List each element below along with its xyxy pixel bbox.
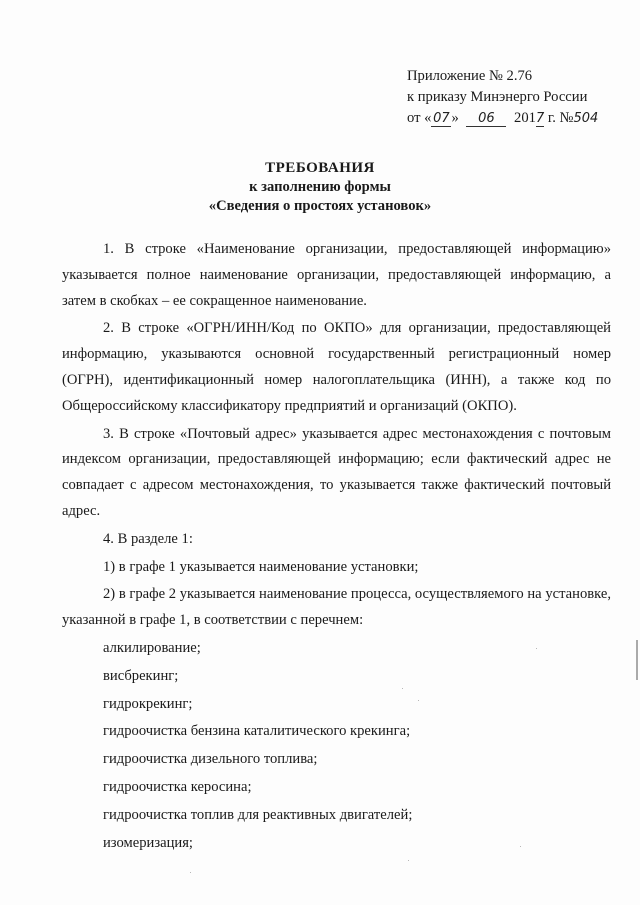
document-body: [62, 237, 611, 856]
year-suffix: г. №: [544, 110, 574, 126]
scan-speck: [190, 872, 191, 873]
list-item: гидрокрекинг;: [103, 695, 193, 712]
paragraph-4: 4. В разделе 1:: [103, 530, 193, 547]
list-item: алкилирование;: [103, 639, 201, 656]
title-form-name: «Сведения о простоях установок»: [208, 198, 432, 214]
year-prefix: 201: [514, 110, 536, 126]
handwritten-day: 07: [433, 111, 450, 126]
scan-speck: [418, 700, 419, 701]
scan-speck: [520, 846, 521, 847]
list-item: гидроочистка топлив для реактивных двигателей;: [103, 806, 413, 823]
appendix-header: [407, 66, 609, 129]
process-list: [62, 636, 611, 856]
appendix-number: Приложение № 2.76: [407, 68, 533, 84]
scan-speck: [408, 860, 409, 861]
paragraph-6: 2) в графе 2 указывается наименование процесса, осуществляемого на установке, указанной в графе 1, в соответствии с перечнем:: [62, 586, 611, 629]
handwritten-order-number: 504: [573, 111, 599, 126]
document-title: [0, 159, 640, 216]
paragraph-5: 1) в графе 1 указывается наименование установки;: [103, 558, 419, 575]
scan-edge-mark: [636, 640, 638, 680]
paragraph-3: 3. В строке «Почтовый адрес» указывается адрес местонахождения с почтовым индексом организации, предоставляющей информацию; если фактический адрес не совпадает с адресом местонахождения, то указывается также фактический почтовый адрес.: [62, 425, 611, 519]
scan-speck: [536, 648, 537, 649]
date-quote-close: »: [451, 110, 459, 126]
list-item: гидроочистка дизельного топлива;: [103, 751, 318, 768]
order-date-line: [407, 108, 609, 129]
title-subtitle: к заполнению формы: [249, 179, 391, 195]
list-item: гидроочистка керосина;: [103, 778, 252, 795]
handwritten-month: 06: [466, 112, 506, 127]
paragraph-1: 1. В строке «Наименование организации, предоставляющей информацию» указывается полное наименование организации, предоставляющей информацию, а затем в скобках – ее сокращенное наименование.: [62, 241, 611, 309]
list-item: гидроочистка бензина каталитического крекинга;: [103, 723, 411, 740]
list-item: висбрекинг;: [103, 667, 179, 684]
handwritten-year-digit: 7: [535, 111, 545, 126]
list-item: изомеризация;: [103, 834, 193, 851]
paragraph-2: 2. В строке «ОГРН/ИНН/Код по ОКПО» для организации, предоставляющей информацию, указываются основной государственный регистрационный номер (ОГРН), идентификационный номер налогоплательщика (ИНН), а также код по Общероссийскому классификатору предприятий и организаций (ОКПО).: [62, 320, 611, 414]
date-prefix: от «: [407, 110, 432, 126]
scan-speck: [402, 688, 403, 689]
title-requirements: ТРЕБОВАНИЯ: [265, 160, 375, 176]
order-reference: к приказу Минэнерго России: [407, 89, 588, 105]
